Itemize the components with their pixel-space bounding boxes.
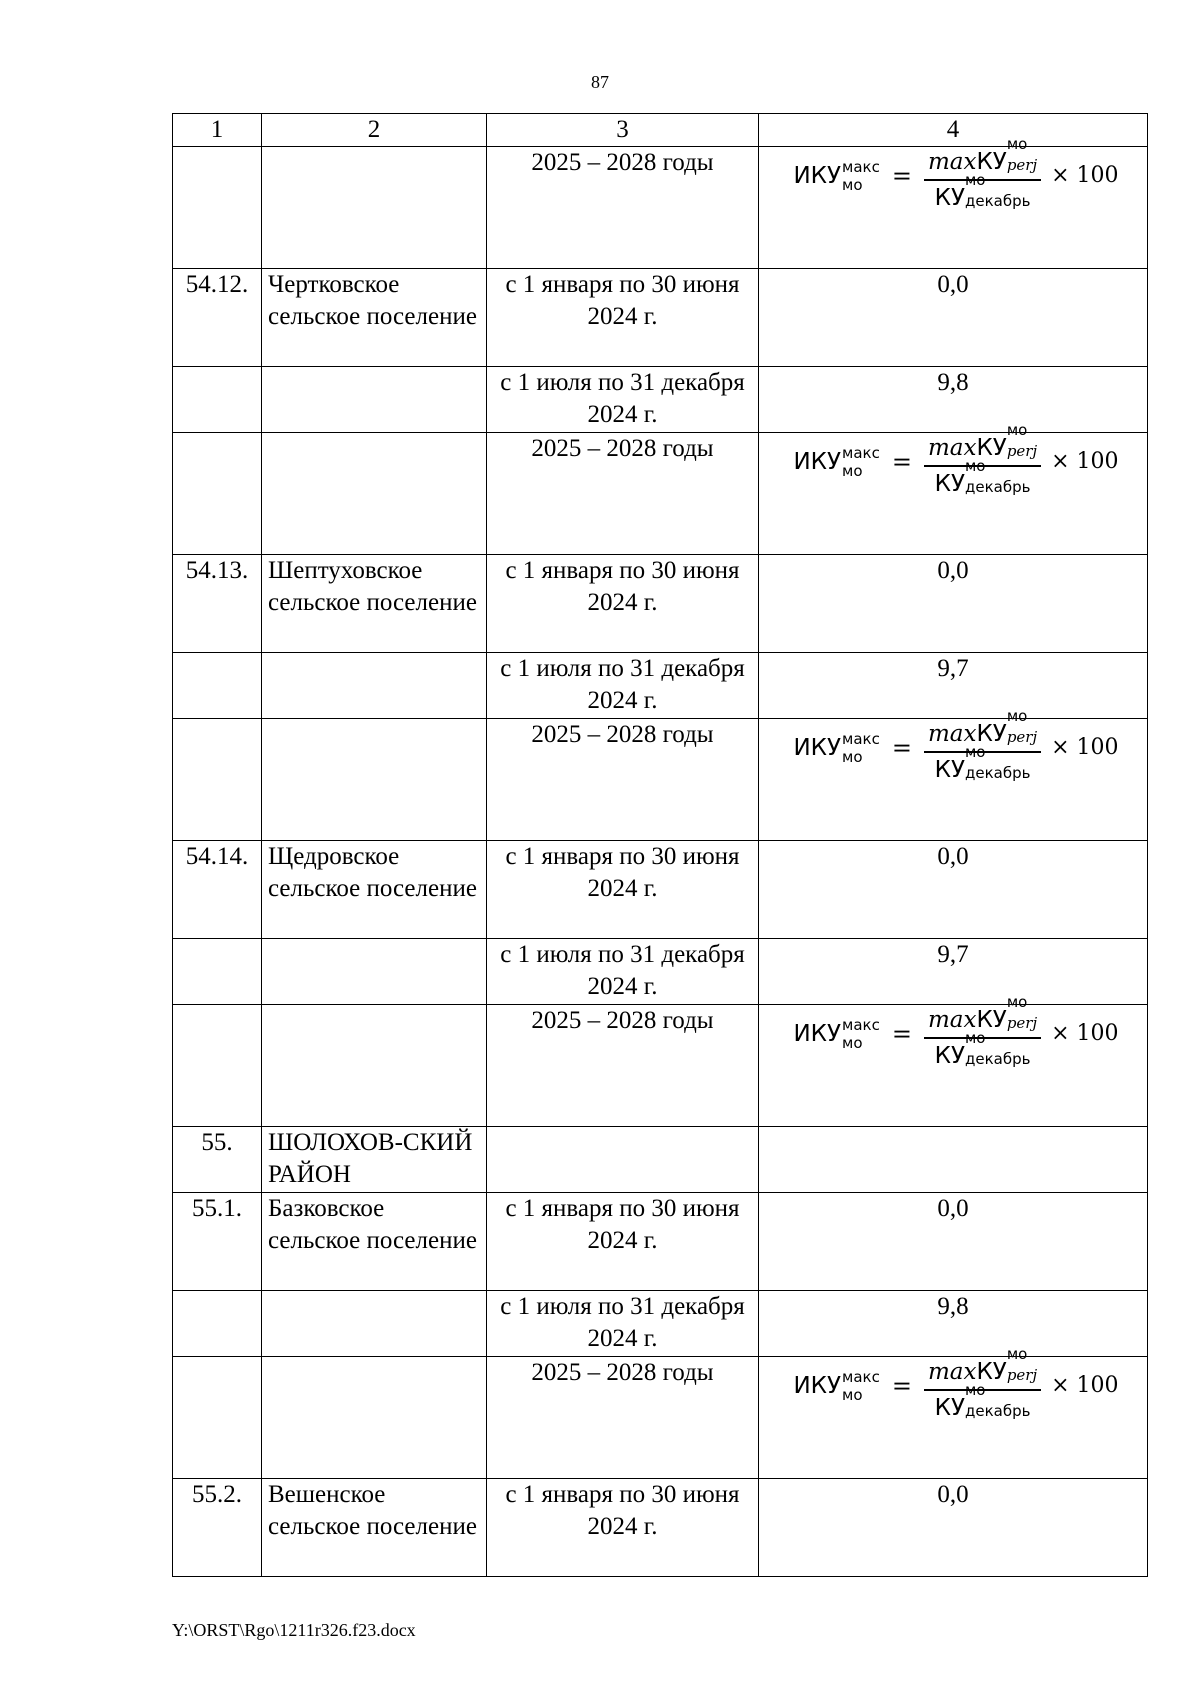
table-row	[173, 1357, 1148, 1479]
row-number	[173, 939, 262, 1005]
header-cell: 3	[487, 114, 759, 147]
formula-lhs-sup: макс	[842, 1015, 880, 1034]
table-row	[173, 939, 1148, 1005]
formula-den-sub: декабрь	[964, 763, 1031, 782]
period: 2025 – 2028 годы	[487, 719, 759, 841]
formula-multiplier: × 100	[1051, 734, 1119, 760]
formula-den-sup: мо	[964, 1028, 986, 1047]
municipality-name: Чертковское сельское поселение	[262, 269, 487, 367]
formula-equals: =	[891, 733, 912, 762]
formula-num-sub: perj	[1006, 442, 1038, 460]
formula-num-sup: мо	[1006, 135, 1028, 153]
table-row	[173, 719, 1148, 841]
formula-lhs-sub: мо	[842, 1033, 863, 1052]
municipality-name	[262, 719, 487, 841]
formula-max: max	[927, 149, 977, 175]
formula-num-sub: perj	[1006, 1014, 1038, 1032]
formula-equals: =	[891, 1371, 912, 1400]
tariff-index-table	[172, 113, 1148, 1577]
municipality-name: Базковское сельское поселение	[262, 1193, 487, 1291]
formula-denominator	[931, 170, 1035, 211]
formula-multiplier: × 100	[1051, 162, 1119, 188]
formula-num-ku: КУ	[976, 721, 1007, 747]
header-cell: 2	[262, 114, 487, 147]
formula-den-ku: КУ	[934, 756, 965, 783]
formula-multiplier: × 100	[1051, 1372, 1119, 1398]
formula-lhs-scripts	[842, 730, 880, 766]
formula-lhs	[793, 158, 879, 194]
table-row	[173, 147, 1148, 269]
table-row	[173, 1005, 1148, 1127]
formula-max: max	[927, 721, 977, 747]
formula-lhs-symbol: ИКУ	[793, 734, 842, 761]
formula-lhs	[793, 730, 879, 766]
period	[487, 1127, 759, 1193]
period: 2025 – 2028 годы	[487, 1357, 759, 1479]
index-value: 9,8	[759, 367, 1148, 433]
formula-den-scripts	[964, 1380, 1031, 1420]
row-number: 55.1.	[173, 1193, 262, 1291]
period: с 1 января по 30 июня 2024 г.	[487, 1193, 759, 1291]
formula-den-sup: мо	[964, 456, 986, 475]
index-value	[759, 993, 1148, 1127]
row-number	[173, 653, 262, 719]
index-value: 0,0	[759, 269, 1148, 367]
formula-lhs-sub: мо	[842, 175, 863, 194]
formula	[765, 135, 1141, 211]
index-value: 9,7	[759, 939, 1148, 1005]
formula-den-ku: КУ	[934, 1042, 965, 1069]
formula-denominator	[931, 456, 1035, 497]
row-number	[173, 719, 262, 841]
table-row	[173, 433, 1148, 555]
file-path-footer: Y:\ORST\Rgo\1211r326.f23.docx	[172, 1620, 416, 1640]
formula-lhs-sub: мо	[842, 1385, 863, 1404]
municipality-name	[262, 367, 487, 433]
formula-lhs	[793, 1016, 879, 1052]
index-value	[759, 421, 1148, 555]
period: 2025 – 2028 годы	[487, 1005, 759, 1127]
formula-denominator	[931, 742, 1035, 783]
formula-lhs-sup: макс	[842, 157, 880, 176]
index-value	[759, 1345, 1148, 1479]
header-cell: 4	[759, 114, 1148, 147]
row-number: 55.	[173, 1127, 262, 1193]
formula-den-ku: КУ	[934, 184, 965, 211]
period: с 1 июля по 31 декабря 2024 г.	[487, 939, 759, 1005]
formula-num-ku: КУ	[976, 149, 1007, 175]
row-number	[173, 367, 262, 433]
municipality-name: ШОЛОХОВ-СКИЙ РАЙОН	[262, 1127, 487, 1193]
index-value	[759, 1127, 1148, 1193]
period: с 1 июля по 31 декабря 2024 г.	[487, 1291, 759, 1357]
formula-den-scripts	[964, 742, 1031, 782]
formula-den-sup: мо	[964, 742, 986, 761]
formula-lhs-sup: макс	[842, 443, 880, 462]
row-number	[173, 433, 262, 555]
formula-lhs-sup: макс	[842, 1367, 880, 1386]
table-row	[173, 555, 1148, 653]
formula-denominator	[931, 1028, 1035, 1069]
table-row	[173, 1193, 1148, 1291]
index-value: 9,7	[759, 653, 1148, 719]
formula-num-sub: perj	[1006, 728, 1038, 746]
page-number: 87	[591, 72, 609, 92]
formula-equals: =	[891, 447, 912, 476]
formula-multiplier: × 100	[1051, 448, 1119, 474]
period: с 1 января по 30 июня 2024 г.	[487, 841, 759, 939]
formula-denominator	[931, 1380, 1035, 1421]
formula-num-scripts	[1006, 421, 1038, 460]
period: 2025 – 2028 годы	[487, 433, 759, 555]
formula-den-scripts	[964, 170, 1031, 210]
formula	[765, 1345, 1141, 1421]
formula-num-sup: мо	[1006, 421, 1028, 439]
formula-lhs-symbol: ИКУ	[793, 1020, 842, 1047]
period: с 1 января по 30 июня 2024 г.	[487, 1479, 759, 1577]
formula-lhs-scripts	[842, 1368, 880, 1404]
formula-num-ku: КУ	[976, 1359, 1007, 1385]
row-number: 54.13.	[173, 555, 262, 653]
formula-den-scripts	[964, 1028, 1031, 1068]
table-row	[173, 269, 1148, 367]
formula-max: max	[927, 1359, 977, 1385]
table-row	[173, 841, 1148, 939]
formula-lhs-scripts	[842, 444, 880, 480]
formula-num-sup: мо	[1006, 1345, 1028, 1363]
table-row	[173, 653, 1148, 719]
table-row	[173, 367, 1148, 433]
index-value: 0,0	[759, 1193, 1148, 1291]
municipality-name: Щедровское сельское поселение	[262, 841, 487, 939]
municipality-name: Шептуховское сельское поселение	[262, 555, 487, 653]
formula-num-sup: мо	[1006, 707, 1028, 725]
index-value: 0,0	[759, 841, 1148, 939]
municipality-name: Вешенское сельское поселение	[262, 1479, 487, 1577]
formula-fraction	[924, 421, 1041, 497]
formula	[765, 993, 1141, 1069]
formula-num-sup: мо	[1006, 993, 1028, 1011]
index-value: 0,0	[759, 1479, 1148, 1577]
formula-num-sub: perj	[1006, 156, 1038, 174]
table-row	[173, 1127, 1148, 1193]
row-number	[173, 147, 262, 269]
formula-num-scripts	[1006, 135, 1038, 174]
table-row	[173, 1291, 1148, 1357]
row-number: 54.12.	[173, 269, 262, 367]
formula-lhs-scripts	[842, 1016, 880, 1052]
formula-fraction	[924, 993, 1041, 1069]
period: с 1 января по 30 июня 2024 г.	[487, 269, 759, 367]
index-value: 9,8	[759, 1291, 1148, 1357]
formula-den-sub: декабрь	[964, 191, 1031, 210]
formula-den-sub: декабрь	[964, 477, 1031, 496]
formula-den-ku: КУ	[934, 470, 965, 497]
formula-lhs	[793, 444, 879, 480]
row-number	[173, 1291, 262, 1357]
formula-num-scripts	[1006, 1345, 1038, 1384]
formula-fraction	[924, 135, 1041, 211]
formula-num-scripts	[1006, 993, 1038, 1032]
municipality-name	[262, 939, 487, 1005]
row-number	[173, 1005, 262, 1127]
formula-den-sub: декабрь	[964, 1049, 1031, 1068]
index-value: 0,0	[759, 555, 1148, 653]
formula-multiplier: × 100	[1051, 1020, 1119, 1046]
row-number	[173, 1357, 262, 1479]
row-number: 54.14.	[173, 841, 262, 939]
formula-den-scripts	[964, 456, 1031, 496]
formula-num-sub: perj	[1006, 1366, 1038, 1384]
index-value	[759, 707, 1148, 841]
municipality-name	[262, 147, 487, 269]
municipality-name	[262, 1291, 487, 1357]
formula-den-ku: КУ	[934, 1394, 965, 1421]
formula-fraction	[924, 1345, 1041, 1421]
municipality-name	[262, 1005, 487, 1127]
formula-den-sup: мо	[964, 1380, 986, 1399]
formula-lhs-symbol: ИКУ	[793, 1372, 842, 1399]
formula-max: max	[927, 1007, 977, 1033]
municipality-name	[262, 433, 487, 555]
index-value	[759, 135, 1148, 269]
formula-lhs-symbol: ИКУ	[793, 448, 842, 475]
formula-lhs	[793, 1368, 879, 1404]
period: 2025 – 2028 годы	[487, 147, 759, 269]
row-number: 55.2.	[173, 1479, 262, 1577]
municipality-name	[262, 653, 487, 719]
formula	[765, 421, 1141, 497]
formula-lhs-symbol: ИКУ	[793, 162, 842, 189]
period: с 1 июля по 31 декабря 2024 г.	[487, 653, 759, 719]
formula-num-scripts	[1006, 707, 1038, 746]
municipality-name	[262, 1357, 487, 1479]
formula-equals: =	[891, 1019, 912, 1048]
formula-lhs-scripts	[842, 158, 880, 194]
formula-den-sup: мо	[964, 170, 986, 189]
formula-den-sub: декабрь	[964, 1401, 1031, 1420]
formula-max: max	[927, 435, 977, 461]
formula-fraction	[924, 707, 1041, 783]
period: с 1 января по 30 июня 2024 г.	[487, 555, 759, 653]
formula-lhs-sub: мо	[842, 461, 863, 480]
formula-lhs-sup: макс	[842, 729, 880, 748]
formula-num-ku: КУ	[976, 1007, 1007, 1033]
header-cell: 1	[173, 114, 262, 147]
formula-equals: =	[891, 161, 912, 190]
formula	[765, 707, 1141, 783]
formula-lhs-sub: мо	[842, 747, 863, 766]
period: с 1 июля по 31 декабря 2024 г.	[487, 367, 759, 433]
table-row	[173, 1479, 1148, 1577]
formula-num-ku: КУ	[976, 435, 1007, 461]
